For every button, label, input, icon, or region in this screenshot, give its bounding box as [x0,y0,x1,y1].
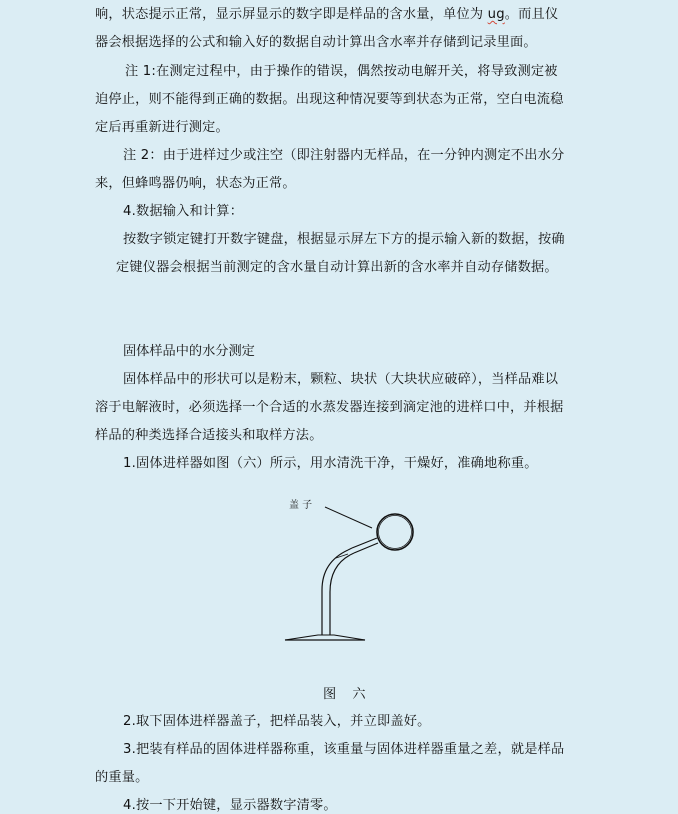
neck-joint [348,548,354,555]
step-3-line-2: 的重量。 [95,770,149,785]
neck-tube [352,538,378,553]
text-segment: 响，状态提示正常，显示屏显示的数字即是样品的含水量，单位为 [95,7,488,22]
bulb-outer [377,514,413,550]
section-title: 固体样品中的水分测定 [123,344,255,359]
data-input-line-2: 定键仪器会根据当前测定的含水量自动计算出新的含水率并自动存储数据。 [116,260,558,275]
cap-label: 盖 子 [289,500,313,511]
step-2: 2.取下固体进样器盖子，把样品装入，并立即盖好。 [123,714,431,729]
note-1-line-2: 迫停止，则不能得到正确的数据。出现这种情况要等到状态为正常，空白电流稳 [95,92,564,107]
leader-line [325,507,372,528]
text-segment: 。而且仪 [504,7,559,22]
unit-text: ug [487,7,505,22]
data-input-line-1: 按数字锁定键打开数字键盘，根据显示屏左下方的提示输入新的数据，按确 [123,232,565,247]
para2-line-2: 溶于电解液时，必须选择一个合适的水蒸发器连接到滴定池的进样口中，并根据 [95,400,564,415]
note-1-line-1: 注 1:在测定过程中，由于操作的错误，偶然按动电解开关，将导致测定被 [125,64,558,79]
step-3-line-1: 3.把装有样品的固体进样器称重，该重量与固体进样器重量之差，就是样品 [123,742,565,757]
subheading-data-input: 4.数据输入和计算： [123,204,244,219]
tube-inner [330,555,350,635]
note-2-line-1: 注 2：由于进样过少或注空（即注射器内无样品，在一分钟内测定不出水分 [123,148,565,163]
text-line-1 [95,6,558,23]
figure-caption: 图 六 [323,687,372,702]
text-line-2: 器会根据选择的公式和输入好的数据自动计算出含水率并存储到记录里面。 [95,35,537,50]
stand-base [285,635,365,640]
note-2-line-2: 来，但蜂鸣器仍响，状态为正常。 [95,176,296,191]
para2-line-4: 1.固体进样器如图（六）所示，用水清洗干净，干燥好，准确地称重。 [123,456,538,471]
para2-line-3: 样品的种类选择合适接头和取样方法。 [95,428,323,443]
tube-outer [322,550,348,635]
solid-sampler-figure [280,490,430,650]
solid-sampler-drawing [280,490,430,650]
step-4: 4.按一下开始键，显示器数字清零。 [123,798,337,813]
bulb-inner [379,516,412,549]
para2-line-1: 固体样品中的形状可以是粉末，颗粒、块状（大块状应破碎），当样品难以 [123,372,559,387]
note-1-line-3: 定后再重新进行测定。 [95,120,229,135]
